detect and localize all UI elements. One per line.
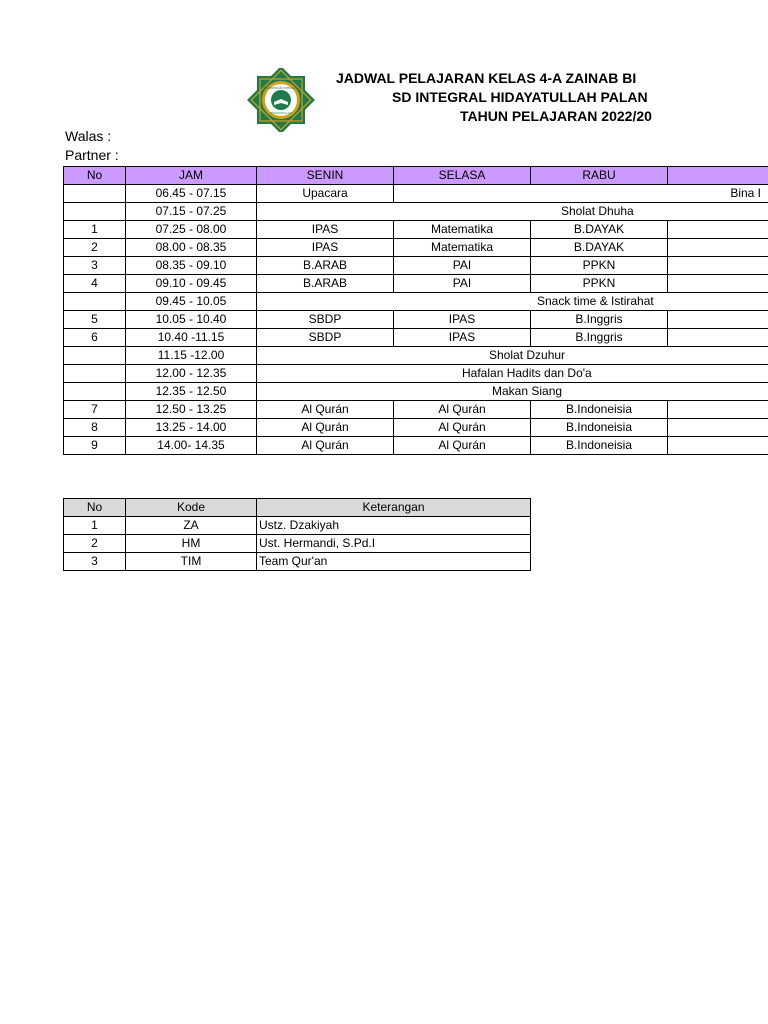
cell-rabu: B.Indoneisia [531,437,668,455]
cell-selasa: Matematika [394,239,531,257]
schedule-header-row [64,167,768,185]
cell-selasa: PAI [394,275,531,293]
table-row [64,185,768,203]
legend-col-no: No [64,499,126,517]
col-header-senin: SENIN [257,167,394,185]
col-header-no: No [64,167,126,185]
cell-no [64,365,126,383]
legend-cell-no: 2 [64,535,126,553]
table-row [64,257,768,275]
legend-cell-keterangan: Team Qur'an [257,553,531,571]
cell-senin: Al Qurán [257,401,394,419]
cell-senin: IPAS [257,221,394,239]
cell-senin: Al Qurán [257,437,394,455]
cell-no [64,185,126,203]
cell-no [64,383,126,401]
cell-rabu: B.DAYAK [531,221,668,239]
cell-rabu: B.Inggris [531,329,668,347]
legend-col-kode: Kode [126,499,257,517]
cell-selasa: IPAS [394,329,531,347]
cell-rabu: B.Indoneisia [531,419,668,437]
table-row [64,203,768,221]
cell-senin: IPAS [257,239,394,257]
cell-selasa: IPAS [394,311,531,329]
cell-merged: Bina I [394,185,768,203]
cell-jam: 06.45 - 07.15 [126,185,257,203]
legend-col-keterangan: Keterangan [257,499,531,517]
cell-jam: 09.45 - 10.05 [126,293,257,311]
cell-next [668,275,768,293]
teacher-legend-table [63,498,531,571]
cell-senin: B.ARAB [257,275,394,293]
cell-no: 6 [64,329,126,347]
cell-no: 9 [64,437,126,455]
cell-selasa: Matematika [394,221,531,239]
cell-no: 2 [64,239,126,257]
page-title [300,69,768,129]
cell-rabu: PPKN [531,275,668,293]
table-row [64,383,768,401]
cell-next [668,329,768,347]
cell-no: 7 [64,401,126,419]
title-line-2: SD INTEGRAL HIDAYATULLAH PALAN [392,89,648,105]
cell-selasa: Al Qurán [394,419,531,437]
cell-no: 8 [64,419,126,437]
cell-jam: 12.35 - 12.50 [126,383,257,401]
legend-cell-no: 1 [64,517,126,535]
cell-merged: Hafalan Hadits dan Do'a [257,365,768,383]
table-row [64,347,768,365]
cell-merged: Makan Siang [257,383,768,401]
col-header-selasa: SELASA [394,167,531,185]
table-row [64,419,768,437]
schedule-table [63,166,768,455]
cell-no [64,203,126,221]
svg-text:HIDAYATULLAH: HIDAYATULLAH [269,111,293,115]
walas-label: Walas : [65,128,112,144]
legend-cell-kode: HM [126,535,257,553]
legend-row [64,535,531,553]
partner-label: Partner : [65,147,119,163]
table-row [64,311,768,329]
cell-rabu: B.Indoneisia [531,401,668,419]
cell-selasa: Al Qurán [394,401,531,419]
legend-header-row [64,499,531,517]
table-row [64,437,768,455]
col-header-rabu: RABU [531,167,668,185]
cell-merged: Sholat Dhuha [257,203,768,221]
table-row [64,239,768,257]
svg-text:PENDIDIKAN INTEGRAL: PENDIDIKAN INTEGRAL [263,86,299,90]
cell-jam: 07.15 - 07.25 [126,203,257,221]
legend-cell-keterangan: Ust. Hermandi, S.Pd.I [257,535,531,553]
schedule-table-container [63,166,768,464]
cell-jam: 10.05 - 10.40 [126,311,257,329]
cell-jam: 08.35 - 09.10 [126,257,257,275]
col-header-jam: JAM [126,167,257,185]
cell-jam: 07.25 - 08.00 [126,221,257,239]
cell-no [64,347,126,365]
legend-cell-kode: TIM [126,553,257,571]
table-row [64,329,768,347]
legend-cell-keterangan: Ustz. Dzakiyah [257,517,531,535]
cell-next [668,437,768,455]
cell-next [668,221,768,239]
legend-cell-kode: ZA [126,517,257,535]
cell-senin: Al Qurán [257,419,394,437]
cell-rabu: B.DAYAK [531,239,668,257]
title-line-3: TAHUN PELAJARAN 2022/20 [460,108,652,124]
cell-senin: SBDP [257,311,394,329]
cell-no: 1 [64,221,126,239]
legend-cell-no: 3 [64,553,126,571]
cell-senin: SBDP [257,329,394,347]
cell-jam: 13.25 - 14.00 [126,419,257,437]
cell-jam: 12.00 - 12.35 [126,365,257,383]
cell-jam: 14.00- 14.35 [126,437,257,455]
cell-rabu: B.Inggris [531,311,668,329]
cell-merged: Sholat Dzuhur [257,347,768,365]
cell-no: 3 [64,257,126,275]
cell-merged: Snack time & Istirahat [257,293,768,311]
table-row [64,221,768,239]
cell-next [668,239,768,257]
cell-jam: 12.50 - 13.25 [126,401,257,419]
table-row [64,275,768,293]
cell-no: 4 [64,275,126,293]
legend-row [64,553,531,571]
legend-row [64,517,531,535]
cell-selasa: Al Qurán [394,437,531,455]
legend-table-container [63,498,531,571]
table-row [64,365,768,383]
cell-no: 5 [64,311,126,329]
col-header-next [668,167,768,185]
cell-jam: 09.10 - 09.45 [126,275,257,293]
cell-rabu: PPKN [531,257,668,275]
cell-next [668,311,768,329]
cell-jam: 11.15 -12.00 [126,347,257,365]
cell-next [668,257,768,275]
cell-next [668,401,768,419]
cell-no [64,293,126,311]
cell-senin: Upacara [257,185,394,203]
table-row [64,293,768,311]
title-line-1: JADWAL PELAJARAN KELAS 4-A ZAINAB BI [336,70,637,86]
cell-jam: 08.00 - 08.35 [126,239,257,257]
cell-selasa: PAI [394,257,531,275]
cell-jam: 10.40 -11.15 [126,329,257,347]
cell-next [668,419,768,437]
cell-senin: B.ARAB [257,257,394,275]
table-row [64,401,768,419]
